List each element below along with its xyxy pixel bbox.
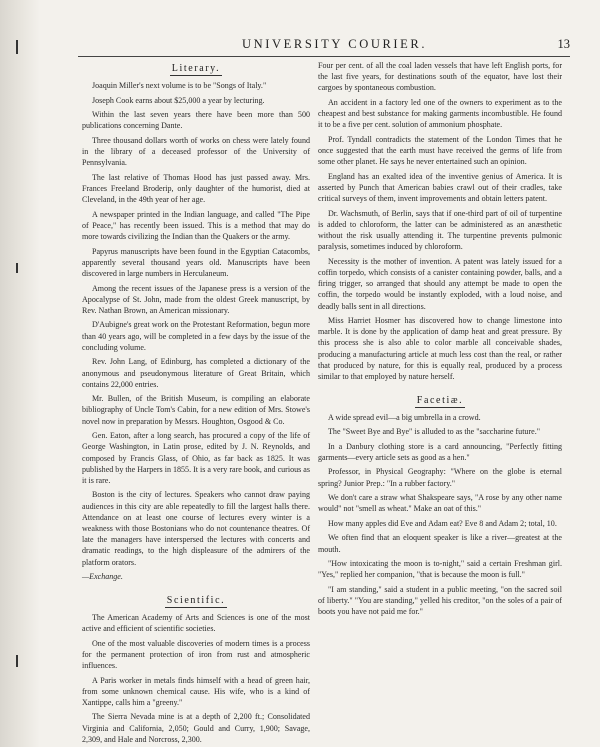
- paragraph: In a Danbury clothing store is a card announcing, "Perfectly fitting garments—every article sets as good as a hen.": [318, 441, 562, 462]
- scientific-continued-section: [318, 60, 562, 382]
- paragraph: The "Sweet Bye and Bye" is alluded to as the "saccharine future.": [328, 427, 541, 437]
- paragraph: Miss Harriet Hosmer has discovered how to change limestone into marble. It is done by the application of damp heat and great pressure. By this process she is also able to color marble all conceivable shades, producing a manufacturing article at much less cost than the real, or rather that produced by nature, for this is equally real, produced by a process similar to that employed by nature herself.: [318, 316, 562, 382]
- exchange-credit: —Exchange.: [82, 572, 123, 582]
- binding-mark: [16, 655, 18, 667]
- scientific-heading: Scientific.: [166, 594, 226, 606]
- right-column: [318, 60, 562, 737]
- paragraph: Rev. John Lang, of Edinburg, has completed a dictionary of the anonymous and pseudonymous literature of Great Britain, which contains 22,000 entries.: [82, 357, 310, 389]
- running-head: UNIVERSITY COURIER.: [242, 37, 428, 51]
- paragraph: Joseph Cook earns about $25,000 a year by lecturing.: [92, 95, 265, 105]
- paragraph: D'Aubigne's great work on the Protestant Reformation, begun more than 40 years ago, will be completed in a few days by the issue of the concluding volume.: [82, 320, 310, 352]
- binding-mark: [16, 40, 18, 54]
- paragraph: Four per cent. of all the coal laden vessels that have left English ports, for the last five years, for destinations south of the equator, have lost their cargoes by spontaneous combustion.: [318, 61, 562, 93]
- paragraph: A wide spread evil—a big umbrella in a crowd.: [328, 412, 481, 422]
- left-column: [82, 60, 310, 744]
- facetiae-heading: Facetiæ.: [416, 394, 464, 406]
- paragraph: We don't care a straw what Shakspeare says, "A rose by any other name would" not "smell as wheat." Make an oat of this.": [318, 493, 562, 514]
- paragraph: An accident in a factory led one of the owners to experiment as to the cheapest and best substance for making garments incombustible. He found it to be a five per cent. solution of ammonium phosphate.: [318, 97, 562, 130]
- paragraph: Among the recent issues of the Japanese press is a version of the Apocalypse of St. John, made from the oldest Greek manuscript, by Rev. Nathan Brown, an American missionary.: [82, 283, 310, 315]
- page-binding: [0, 0, 40, 747]
- paragraph: Boston is the city of lectures. Speakers who cannot draw paying audiences in this city are able repeatedly to fill the largest halls there. Attendance on at least one course of lectures every winter is a weakness with those Bostonians who do not countenance theatres. Of late the managers have interspersed the lectures with concerts and dramatic readings, to the high displeasure of the admirers of the platform orators.: [82, 490, 310, 567]
- page-number: 13: [557, 37, 570, 51]
- paragraph: Three thousand dollars worth of works on chess were lately found in the library of a deceased professor of the University of Pennsylvania.: [82, 135, 310, 168]
- page-header: [232, 37, 570, 53]
- paragraph: One of the most valuable discoveries of modern times is a process for the permanent protection of iron from rust and atmospheric influences.: [82, 638, 310, 670]
- paragraph: Mr. Bullen, of the British Museum, is compiling an elaborate bibliography of Uncle Tom's Cabin, for a new edition of Mrs. Stowe's novel now in preparation by Messrs. Houghton, Osgood & Co.: [82, 394, 310, 426]
- binding-mark: [16, 263, 18, 273]
- facetiae-section: [318, 412, 562, 618]
- paragraph: The American Academy of Arts and Sciences is one of the most active and efficient of scientific societies.: [82, 612, 310, 634]
- paragraph: Prof. Tyndall contradicts the statement of the London Times that he once suggested that the earth must have received the germs of life from some other planet. He says he never entertained such an opinion.: [318, 134, 562, 167]
- paragraph: Necessity is the mother of invention. A patent was lately issued for a coffin torpedo, which consists of a canister containing powder, balls, and a firing trigger, so arranged that should any attempt be made to open the coffin, the torpedo would be instantly exploded, with a loud noise, and deadly balls sent in all directions.: [318, 256, 562, 311]
- literary-heading: Literary.: [171, 63, 221, 74]
- paragraph: "How intoxicating the moon is to-night," said a certain Freshman girl. "Yes," replied her companion, "that is because the moon is full.": [318, 559, 562, 580]
- paragraph: Professor, in Physical Geography: "Where on the globe is eternal spring? Junior Prep.: "In a rubber factory.": [318, 467, 562, 488]
- paragraph: The Sierra Nevada mine is at a depth of 2,200 ft.; Consolidated Virginia and California, 2,050; Gould and Curry, 1,900; Savage, 2,309, and Hale and Norcross, 2,300.: [82, 712, 310, 744]
- header-rule: [78, 56, 570, 57]
- paragraph: England has an exalted idea of the inventive genius of America. It is asserted by Punch that American babies crawl out of their cradles, take critical surveys of them, invent improvements and obtain letters patent.: [318, 171, 562, 204]
- paragraph: The last relative of Thomas Hood has just passed away. Mrs. Frances Freeland Broderip, only daughter of the humorist, died at Cleveland, in the 49th year of her age.: [82, 172, 310, 205]
- paragraph: A newspaper printed in the Indian language, and called "The Pipe of Peace," has recently been issued. This is a method that may do more towards civilizing the Indian than the Quakers or the army.: [82, 209, 310, 242]
- paragraph: A Paris worker in metals finds himself with a head of green hair, from some unknown chemical cause. His wife, who is a kind of Xantippe, calls him a "greeny.": [82, 675, 310, 707]
- paragraph: Papyrus manuscripts have been found in the Egyptian Catacombs, apparently several thousand years old. Manuscripts have been discovered in large numbers in Herculaneum.: [82, 246, 310, 279]
- paragraph: Joaquin Miller's next volume is to be "Songs of Italy.": [92, 81, 267, 91]
- paragraph: "I am standing," said a student in a public meeting, "on the sacred soil of liberty." "You are standing," yelled his creditor, "on the soles of a pair of boots you have not paid me for.": [318, 584, 562, 617]
- paragraph: Dr. Wachsmuth, of Berlin, says that if one-third part of oil of turpentine is added to chloroform, the latter can be administered as an anæsthetic without the risk usually attending it. The turpentine prevents pulmonic paralysis, sometimes induced by chloroform.: [318, 208, 562, 252]
- literary-section: [82, 80, 310, 568]
- scientific-section: [82, 612, 310, 745]
- paragraph: How many apples did Eve and Adam eat? Eve 8 and Adam 2; total, 10.: [328, 518, 557, 528]
- paragraph: Within the last seven years there have been more than 500 publications concerning Dante.: [82, 110, 310, 131]
- paragraph: We often find that an eloquent speaker is like a river—greatest at the mouth.: [318, 533, 562, 554]
- paragraph: Gen. Eaton, after a long search, has procured a copy of the life of George Washington, in Latin prose, edited by J. N. Reynolds, and composed by Francis Glass, of Ohio, as far back as 1825. It was published by the Harpers in 1855. It is a very rare book, and curious as it is rare.: [82, 431, 310, 485]
